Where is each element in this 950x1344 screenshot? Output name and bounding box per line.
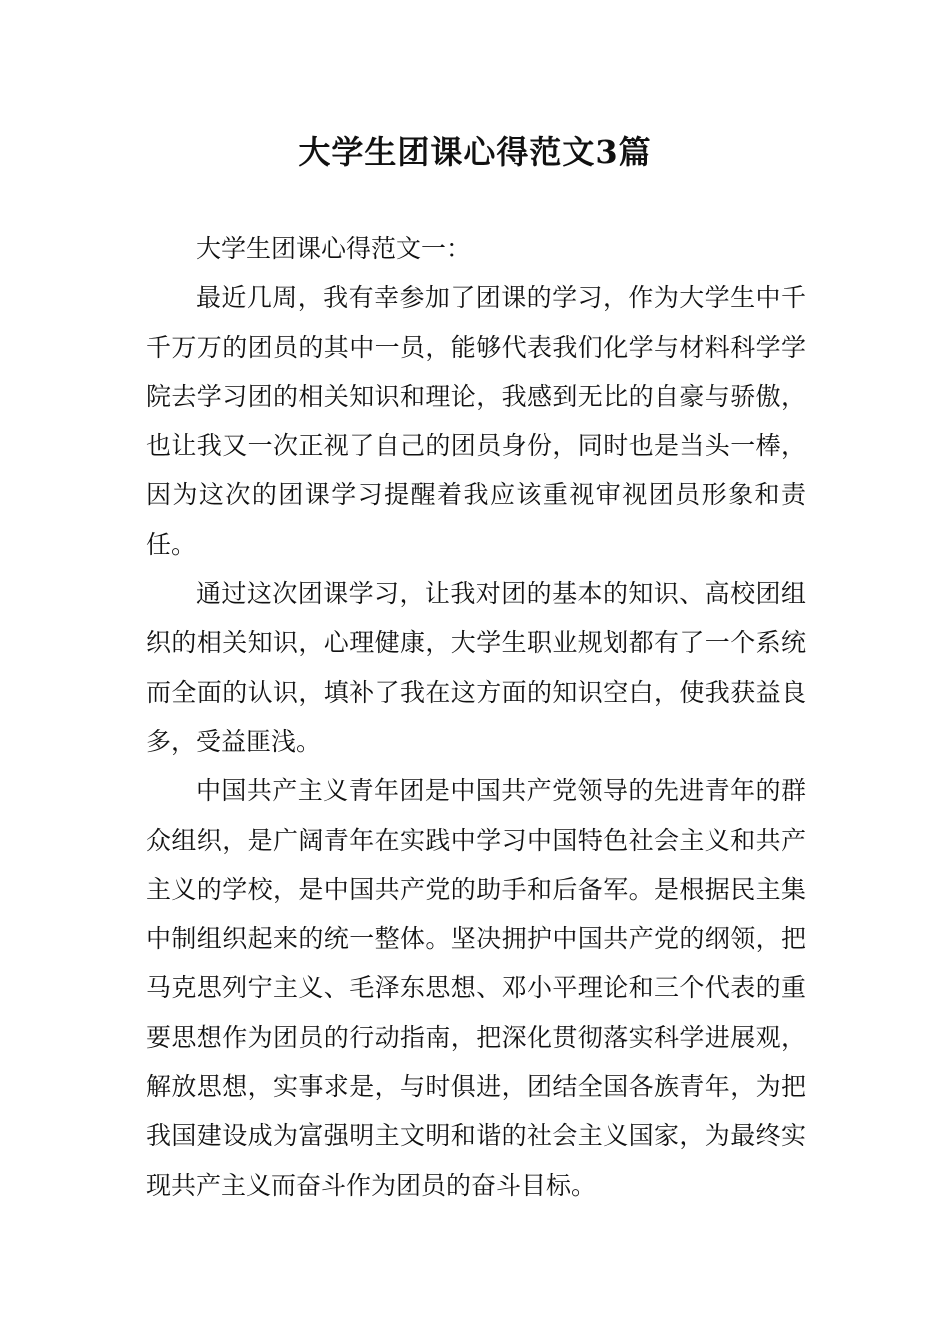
document-body xyxy=(146,224,806,1210)
paragraph: 通过这次团课学习，让我对团的基本的知识、高校团组织的相关知识，心理健康，大学生职业规划都有了一个系统而全面的认识，填补了我在这方面的知识空白，使我获益良多，受益匪浅。 xyxy=(146,579,806,756)
section-heading: 大学生团课心得范文一： xyxy=(196,234,472,263)
document-title: 大学生团课心得范文3篇 xyxy=(298,133,652,171)
paragraph: 中国共产主义青年团是中国共产党领导的先进青年的群众组织，是广阔青年在实践中学习中国特色社会主义和共产主义的学校，是中国共产党的助手和后备军。是根据民主集中制组织起来的统一整体。坚决拥护中国共产党的纲领，把马克思列宁主义、毛泽东思想、邓小平理论和三个代表的重要思想作为团员的行动指南，把深化贯彻落实科学进展观，解放思想，实事求是，与时俱进，团结全国各族青年，为把我国建设成为富强明主文明和谐的社会主义国家，为最终实现共产主义而奋斗作为团员的奋斗目标。 xyxy=(146,776,806,1200)
paragraph: 最近几周，我有幸参加了团课的学习，作为大学生中千千万万的团员的其中一员，能够代表我们化学与材料科学学院去学习团的相关知识和理论，我感到无比的自豪与骄傲，也让我又一次正视了自己的团员身份，同时也是当头一棒，因为这次的团课学习提醒着我应该重视审视团员形象和责任。 xyxy=(146,283,806,559)
